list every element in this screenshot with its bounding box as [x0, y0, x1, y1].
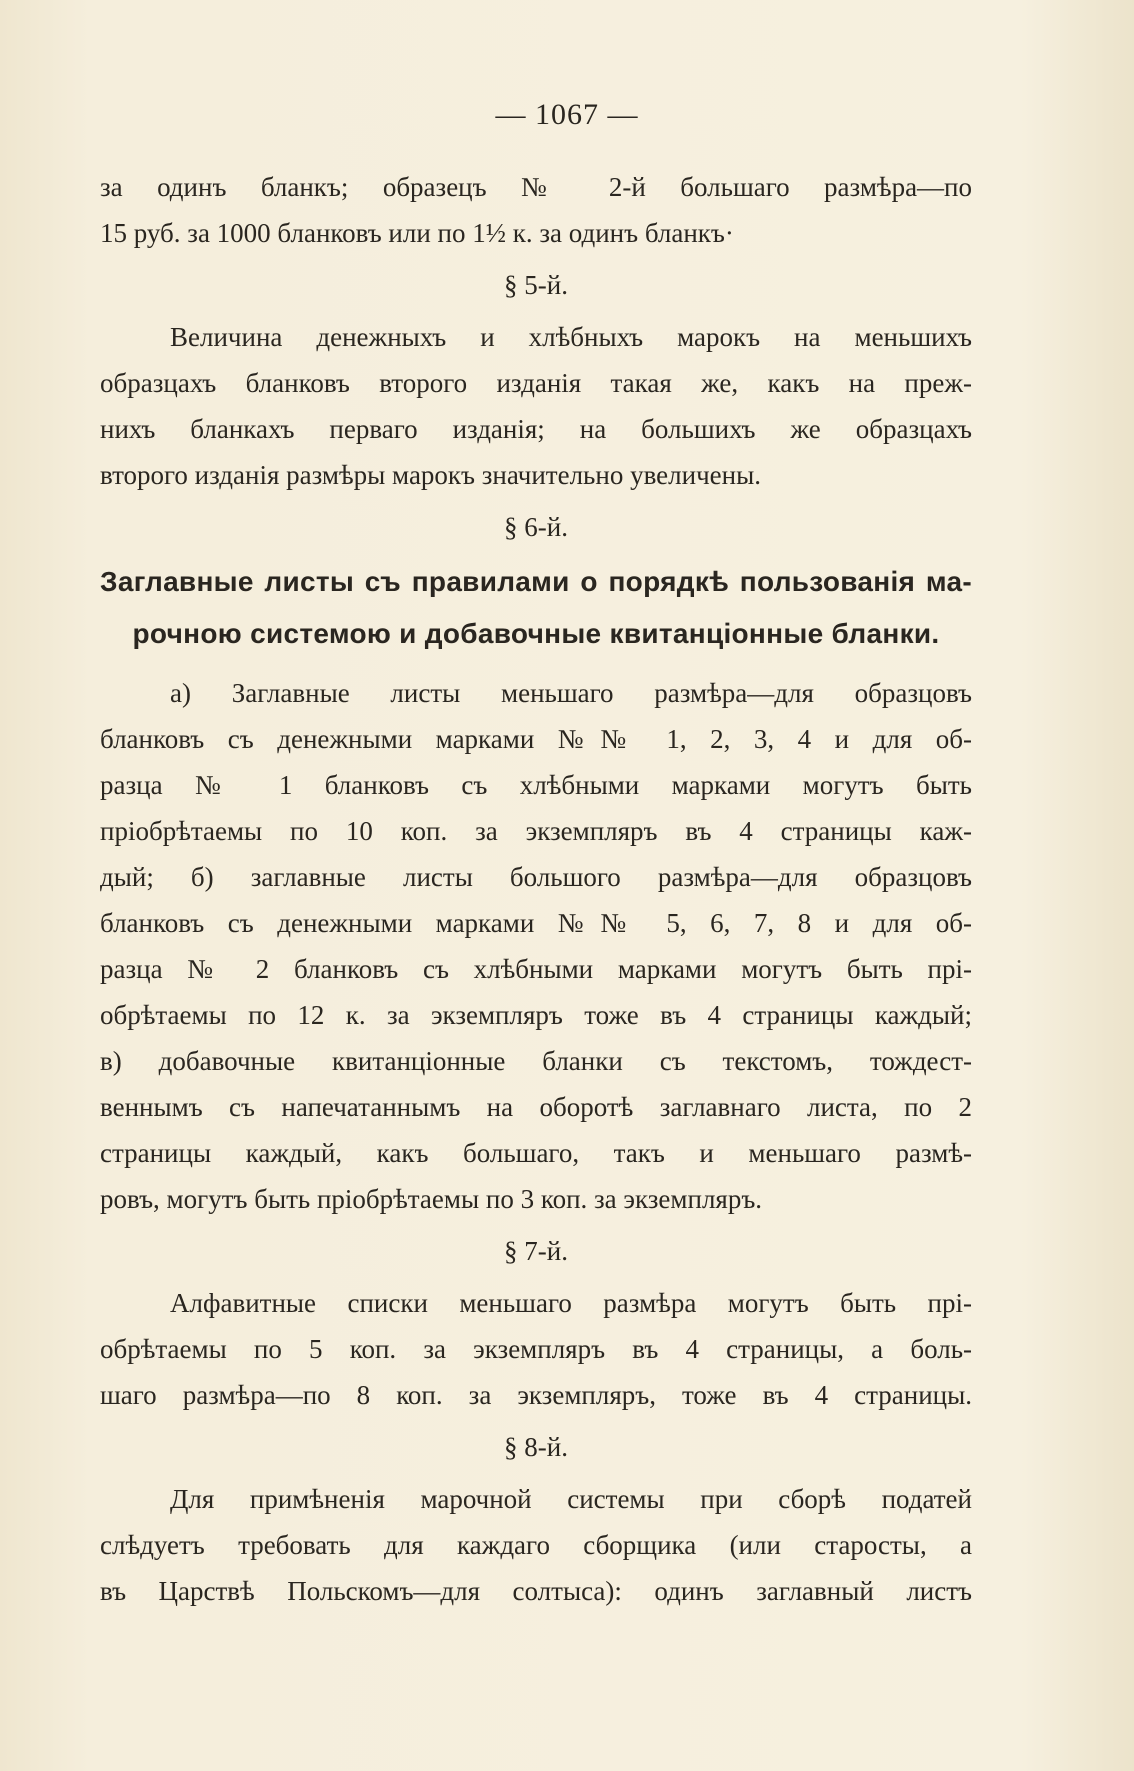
paragraph-line: шаго размѣра—по 8 коп. за экземпляръ, тоже въ 4 страницы.	[100, 1380, 972, 1410]
text-block	[100, 164, 972, 1614]
paragraph-line: образцахъ бланковъ второго изданія такая же, какъ на преж-	[100, 368, 972, 398]
section-heading-6: § 6-й.	[504, 512, 568, 542]
paragraph-line: Алфавитные списки меньшаго размѣра могутъ быть прі-	[170, 1288, 972, 1318]
paragraph-line: обрѣтаемы по 5 коп. за экземпляръ въ 4 страницы, а боль-	[100, 1334, 972, 1364]
bold-title-line: рочною системою и добавочные квитанціонные бланки.	[132, 618, 940, 649]
paragraph-line: слѣдуетъ требовать для каждаго сборщика (или старосты, а	[100, 1530, 972, 1560]
paragraph-line: бланковъ съ денежными марками №№ 5, 6, 7, 8 и для об-	[100, 908, 972, 938]
paragraph-line: 15 руб. за 1000 бланковъ или по 1½ к. за одинъ бланкъ·	[100, 218, 734, 248]
paragraph-line: дый; б) заглавные листы большого размѣра—для образцовъ	[100, 862, 972, 892]
paragraph-line: Величина денежныхъ и хлѣбныхъ марокъ на меньшихъ	[170, 322, 972, 352]
paragraph-line: страницы каждый, какъ большаго, такъ и меньшаго размѣ-	[100, 1138, 972, 1168]
section-heading-5: § 5-й.	[504, 270, 568, 300]
bold-title-line: Заглавные листы съ правилами о порядкѣ пользованія ма-	[100, 566, 972, 597]
paragraph-line: разца № 1 бланковъ съ хлѣбными марками могутъ быть	[100, 770, 972, 800]
paragraph-line: второго изданія размѣры марокъ значительно увеличены.	[100, 460, 761, 490]
paragraph-line: Для примѣненія марочной системы при сборѣ податей	[170, 1484, 972, 1514]
paragraph-line: нихъ бланкахъ перваго изданія; на большихъ же образцахъ	[100, 414, 972, 444]
page-number: — 1067 —	[495, 98, 639, 131]
paragraph-line: за одинъ бланкъ; образецъ № 2-й большаго размѣра—по	[100, 172, 972, 202]
paragraph-line: пріобрѣтаемы по 10 коп. за экземпляръ въ 4 страницы каж-	[100, 816, 972, 846]
paragraph-line: въ Царствѣ Польскомъ—для солтыса): одинъ заглавный листъ	[100, 1576, 972, 1606]
paragraph-line: обрѣтаемы по 12 к. за экземпляръ тоже въ 4 страницы каждый;	[100, 1000, 972, 1030]
paragraph-line: бланковъ съ денежными марками №№ 1, 2, 3, 4 и для об-	[100, 724, 972, 754]
paragraph-line: а) Заглавные листы меньшаго размѣра—для образцовъ	[170, 678, 972, 708]
paragraph-line: разца № 2 бланковъ съ хлѣбными марками могутъ быть прі-	[100, 954, 972, 984]
section-heading-8: § 8-й.	[504, 1432, 568, 1462]
paragraph-line: ровъ, могутъ быть пріобрѣтаемы по 3 коп. за экземпляръ.	[100, 1184, 763, 1214]
paragraph-line: в) добавочные квитанціонные бланки съ текстомъ, тождест-	[100, 1046, 972, 1076]
paragraph-line: веннымъ съ напечатаннымъ на оборотѣ заглавнаго листа, по 2	[100, 1092, 972, 1122]
section-heading-7: § 7-й.	[504, 1236, 568, 1266]
